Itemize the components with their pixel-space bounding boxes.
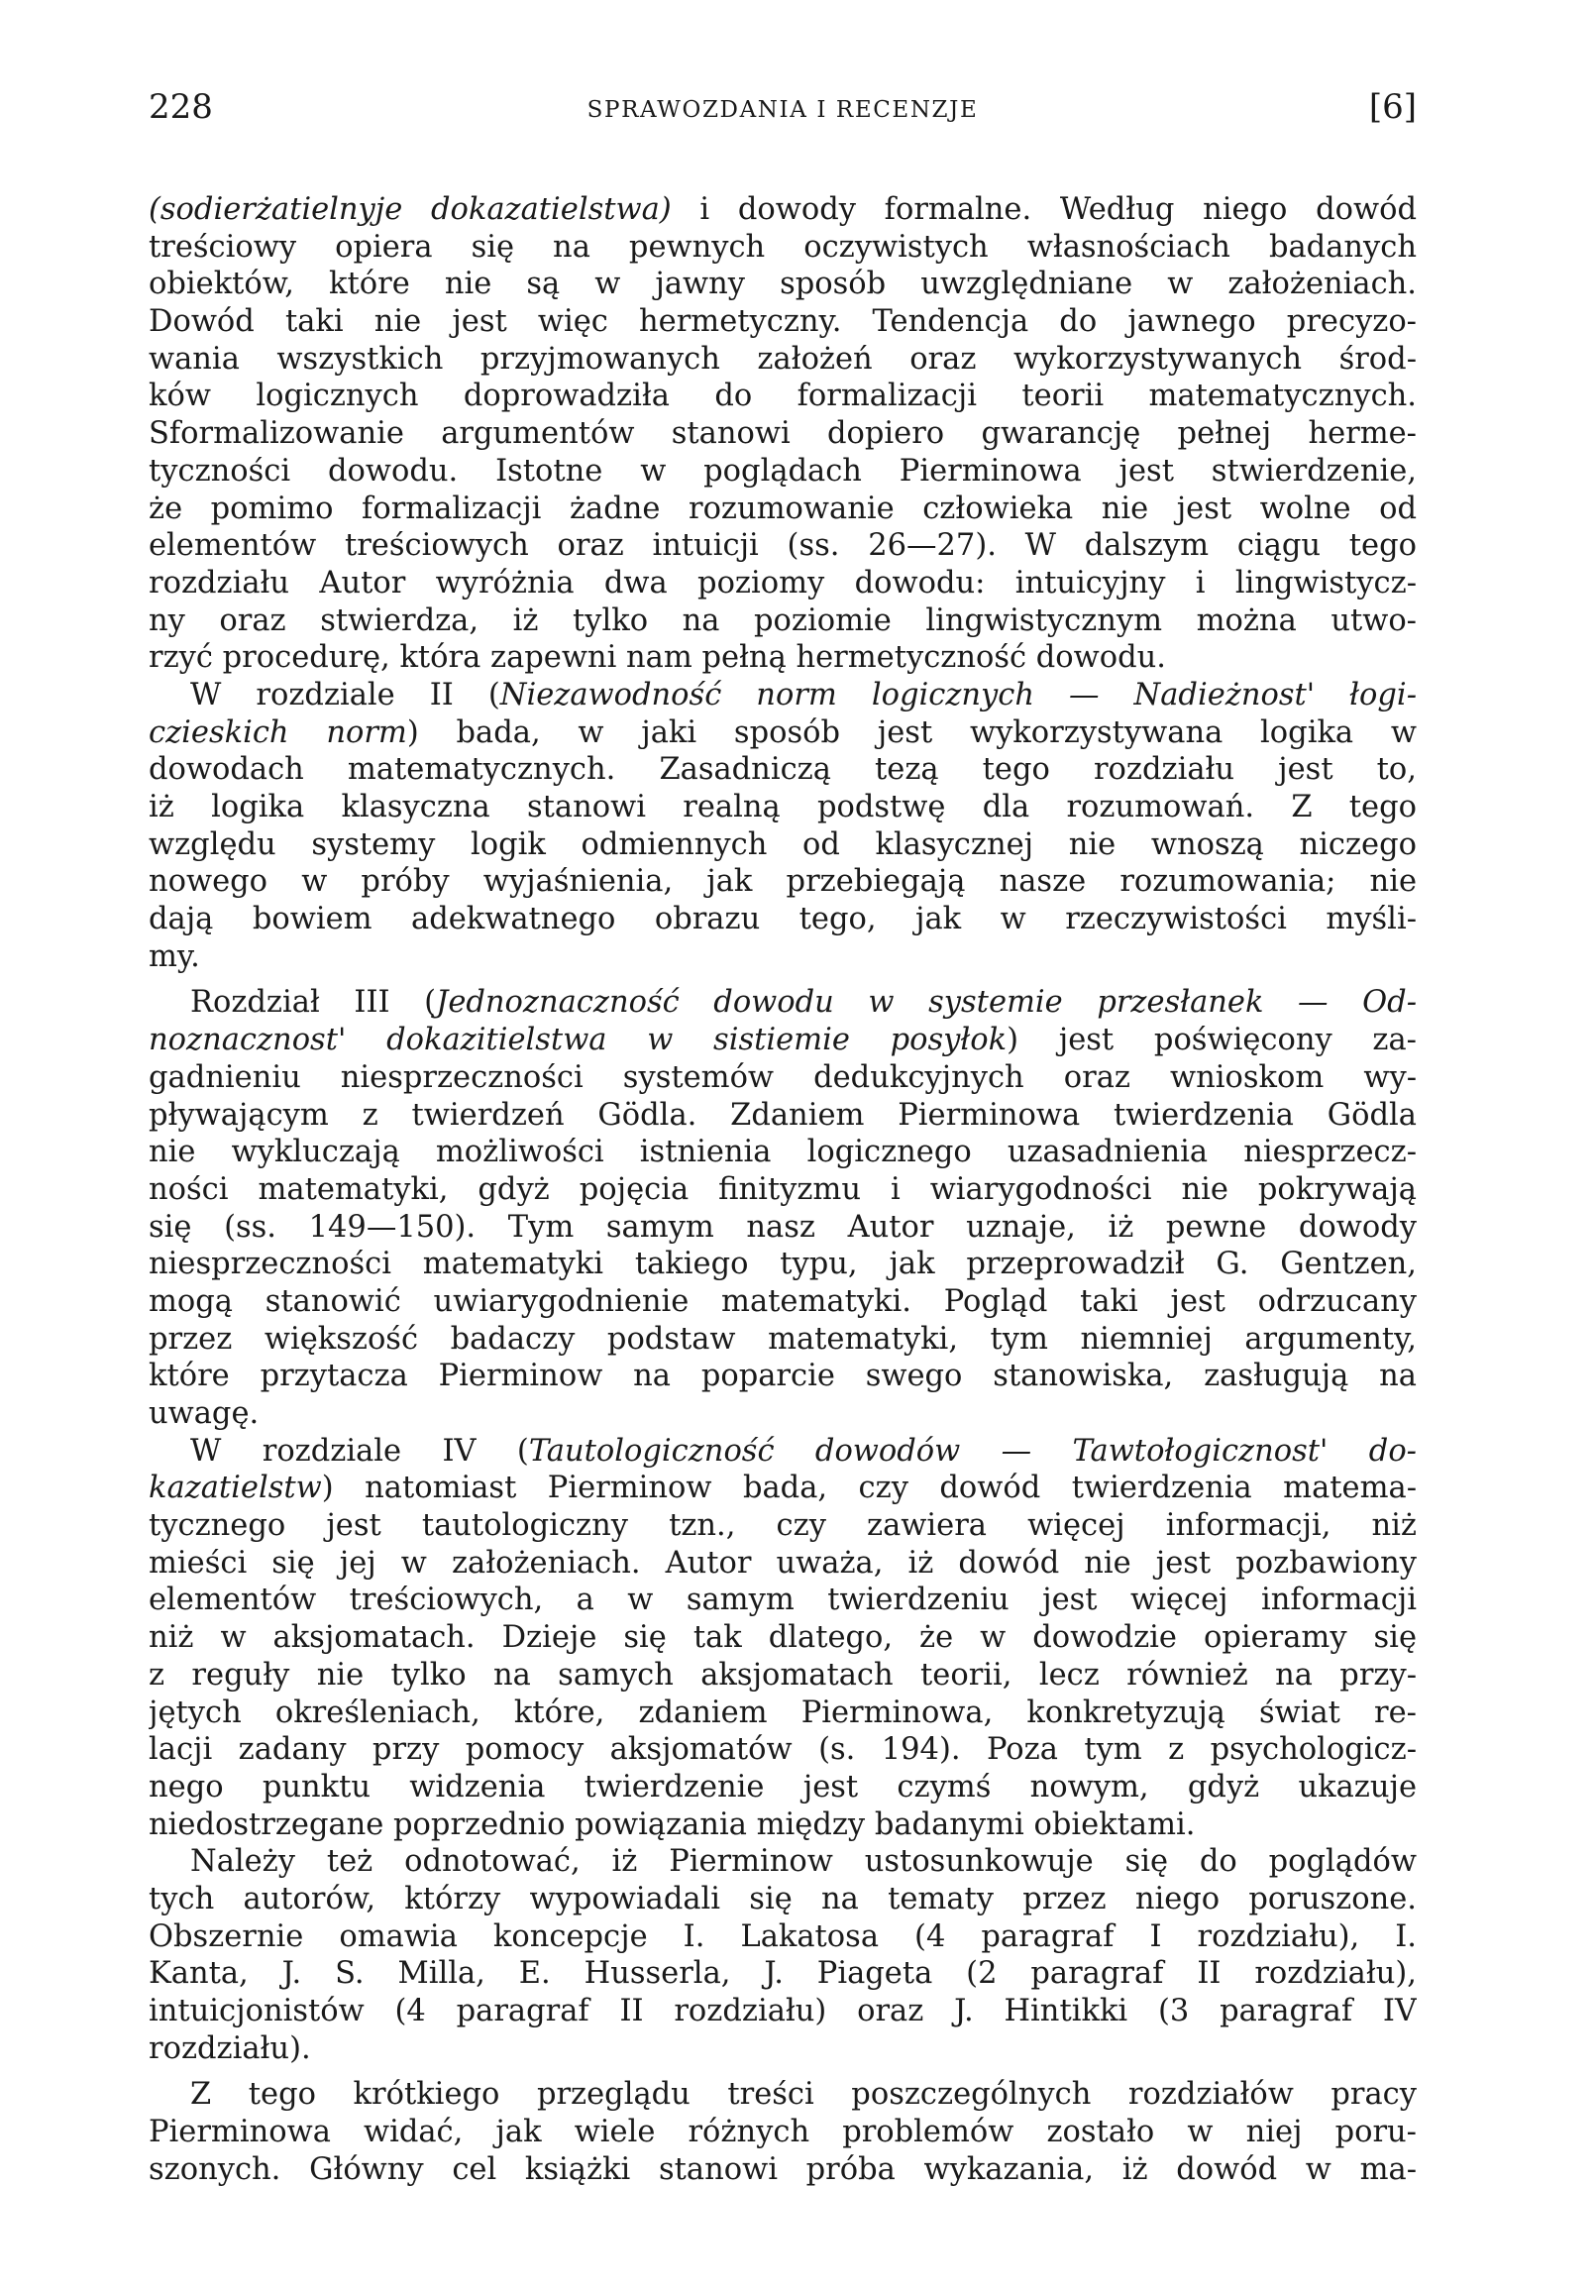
section-number: [6]: [1368, 87, 1417, 127]
italic-title-run: (sodierżatielnyje dokazatielstwa): [149, 192, 672, 227]
text-run: mieści się jej w założeniach. Autor uważa, iż dowód nie jest pozbawiony: [149, 1545, 1417, 1581]
page-number: 228: [149, 87, 213, 127]
text-run: ności matematyki, gdyż pojęcia finityzmu i wiarygodności nie pokrywają: [149, 1171, 1417, 1207]
text-line: [149, 1731, 1417, 1769]
text-run: elementów treściowych, a w samym twierdzeniu jest więcej informacji: [149, 1583, 1417, 1618]
text-run: lacji zadany przy pomocy aksjomatów (s. 194). Poza tym z psychologicz-: [149, 1732, 1417, 1768]
text-run: ) jest poświęcony za-: [1007, 1023, 1417, 1058]
text-run: Rozdział III (: [190, 985, 437, 1021]
text-line: [149, 266, 1417, 303]
text-run: treściowy opiera się na pewnych oczywistych własnościach badanych: [149, 229, 1417, 265]
text-line: [149, 1695, 1417, 1732]
italic-title-run: noznacznost' dokazitielstwa w sistiemie posyłok: [149, 1023, 1008, 1058]
text-line: [149, 863, 1417, 901]
text-line: [149, 2151, 1417, 2189]
journal-title: SPRAWOZDANIA I RECENZJE: [586, 97, 979, 123]
text-run: względu systemy logik odmiennych od klasycznej nie wnoszą niczego: [149, 826, 1417, 862]
text-run: dowodach matematycznych. Zasadniczą tezą tego rozdziału jest to,: [149, 752, 1417, 788]
italic-title-run: Niezawodność norm logicznych — Nadieżnost' łogi-: [499, 677, 1417, 712]
text-line: [149, 2114, 1417, 2151]
text-line: [149, 1283, 1417, 1321]
text-line: [149, 1358, 1417, 1395]
text-run: Należy też odnotować, iż Pierminow ustosunkowuje się do poglądów: [190, 1844, 1417, 1880]
text-line: [149, 1470, 1417, 1507]
text-run: W rozdziale IV (: [190, 1433, 529, 1469]
text-run: my.: [149, 938, 200, 974]
text-line: [149, 1918, 1417, 1956]
italic-title-run: kazatielstw: [149, 1471, 322, 1506]
text-line: [149, 191, 1417, 229]
text-line: [149, 2030, 1417, 2068]
text-run: ny oraz stwierdza, iż tylko na poziomie lingwistycznym można utwo-: [149, 602, 1417, 638]
running-head: [149, 87, 1417, 137]
text-line: [149, 453, 1417, 491]
text-run: niedostrzegane poprzednio powiązania między badanymi obiektami.: [149, 1806, 1196, 1842]
text-run: ) natomiast Pierminow bada, czy dowód twierdzenia matema-: [321, 1471, 1417, 1506]
text-line: [149, 639, 1417, 677]
text-line: [149, 1433, 1417, 1471]
text-run: się (ss. 149—150). Tym samym nasz Autor uznaje, iż pewne dowody: [149, 1209, 1417, 1245]
text-run: pływającym z twierdzeń Gödla. Zdaniem Pierminowa twierdzenia Gödla: [149, 1097, 1417, 1133]
text-run: gadnieniu niesprzeczności systemów dedukcyjnych oraz wnioskom wy-: [149, 1059, 1417, 1095]
text-line: [149, 984, 1417, 1022]
text-run: Obszernie omawia koncepcje I. Lakatosa (4 paragraf I rozdziału), I.: [149, 1918, 1417, 1954]
text-line: [149, 378, 1417, 415]
text-line: [149, 415, 1417, 453]
text-line: [149, 1657, 1417, 1695]
text-line: [149, 1097, 1417, 1135]
text-run: elementów treściowych oraz intuicji (ss. 26—27). W dalszym ciągu tego: [149, 528, 1417, 564]
text-line: [149, 1769, 1417, 1806]
review-body-text: [149, 191, 1417, 2188]
text-run: ków logicznych doprowadziła do formalizacji teorii matematycznych.: [149, 379, 1417, 414]
italic-title-run: Jednoznaczność dowodu w systemie przesłanek — Od-: [436, 985, 1417, 1021]
text-line: [149, 1545, 1417, 1583]
text-run: iż logika klasyczna stanowi realną podstwę dla rozumowań. Z tego: [149, 790, 1417, 824]
text-run: ) bada, w jaki sposób jest wykorzystywana logika w: [406, 714, 1417, 750]
text-run: Sformalizowanie argumentów stanowi dopiero gwarancję pełnej herme-: [149, 416, 1417, 452]
text-line: [149, 826, 1417, 864]
text-run: że pomimo formalizacji żadne rozumowanie człowieka nie jest wolne od: [149, 491, 1417, 526]
text-run: W rozdziale II (: [190, 677, 500, 712]
text-line: [149, 1059, 1417, 1097]
text-line: [149, 677, 1417, 714]
text-line: [149, 1395, 1417, 1433]
text-run: szonych. Główny cel książki stanowi próba wykazania, iż dowód w ma-: [149, 2151, 1417, 2187]
text-line: [149, 1134, 1417, 1171]
text-run: tycznego jest tautologiczny tzn., czy zawiera więcej informacji, niż: [149, 1508, 1417, 1544]
text-line: [149, 341, 1417, 379]
italic-title-run: Tautologiczność dowodów — Tawtołogicznost' do-: [528, 1433, 1417, 1469]
text-line: [149, 1881, 1417, 1918]
text-line: [149, 2076, 1417, 2114]
text-run: uwagę.: [149, 1396, 260, 1431]
italic-title-run: czieskich norm: [149, 714, 407, 750]
text-run: mogą stanowić uwiarygodnienie matematyki. Pogląd taki jest odrzucany: [149, 1283, 1417, 1319]
text-line: [149, 1955, 1417, 1993]
text-run: Kanta, J. S. Milla, E. Husserla, J. Piageta (2 paragraf II rozdziału),: [149, 1956, 1417, 1992]
text-line: [149, 229, 1417, 267]
text-line: [149, 1507, 1417, 1545]
text-line: [149, 1246, 1417, 1283]
text-line: [149, 303, 1417, 341]
text-line: [149, 491, 1417, 528]
text-line: [149, 565, 1417, 602]
text-run: Pierminowa widać, jak wiele różnych problemów zostało w niej poru-: [149, 2115, 1417, 2150]
text-run: z reguły nie tylko na samych aksjomatach teorii, lecz również na przy-: [149, 1657, 1417, 1693]
text-run: Dowód taki nie jest więc hermetyczny. Tendencja do jawnego precyzo-: [149, 304, 1417, 340]
text-run: Z tego krótkiego przeglądu treści poszczególnych rozdziałów pracy: [190, 2077, 1417, 2113]
text-line: [149, 1619, 1417, 1657]
text-run: nie wykluczają możliwości istnienia logicznego uzasadnienia niesprzecz-: [149, 1135, 1417, 1170]
text-run: niż w aksjomatach. Dzieje się tak dlatego, że w dowodzie opieramy się: [149, 1620, 1417, 1656]
text-run: rzyć procedurę, która zapewni nam pełną hermetyczność dowodu.: [149, 640, 1166, 676]
text-run: nego punktu widzenia twierdzenie jest czymś nowym, gdyż ukazuje: [149, 1769, 1417, 1804]
text-run: tych autorów, którzy wypowiadali się na tematy przez niego poruszone.: [149, 1881, 1417, 1916]
text-line: [149, 527, 1417, 565]
text-line: [149, 938, 1417, 976]
text-line: [149, 1582, 1417, 1619]
text-line: [149, 1993, 1417, 2030]
text-line: [149, 789, 1417, 826]
text-line: [149, 1171, 1417, 1209]
text-run: jętych określeniach, które, zdaniem Pierminowa, konkretyzują świat re-: [149, 1695, 1417, 1730]
text-run: które przytacza Pierminow na poparcie swego stanowiska, zasługują na: [149, 1359, 1417, 1394]
text-run: intuicjonistów (4 paragraf II rozdziału) oraz J. Hintikki (3 paragraf IV: [149, 1994, 1417, 2028]
text-line: [149, 1843, 1417, 1881]
text-line: [149, 1209, 1417, 1247]
text-line: [149, 751, 1417, 789]
text-run: nowego w próby wyjaśnienia, jak przebiegają nasze rozumowania; nie: [149, 864, 1417, 900]
text-line: [149, 1321, 1417, 1359]
text-line: [149, 714, 1417, 752]
text-line: [149, 602, 1417, 640]
text-run: dają bowiem adekwatnego obrazu tego, jak w rzeczywistości myśli-: [149, 902, 1417, 937]
text-run: wania wszystkich przyjmowanych założeń oraz wykorzystywanych środ-: [149, 341, 1417, 377]
text-run: i dowody formalne. Według niego dowód: [671, 192, 1417, 227]
text-line: [149, 1806, 1417, 1844]
text-line: [149, 1022, 1417, 1059]
text-run: niesprzeczności matematyki takiego typu, jak przeprowadził G. Gentzen,: [149, 1247, 1417, 1282]
text-run: rozdziału).: [149, 2030, 311, 2066]
text-line: [149, 901, 1417, 938]
text-run: obiektów, które nie są w jawny sposób uwzględniane w założeniach.: [149, 267, 1417, 302]
text-run: przez większość badaczy podstaw matematyki, tym niemniej argumenty,: [149, 1321, 1417, 1357]
text-run: tyczności dowodu. Istotne w poglądach Pierminowa jest stwierdzenie,: [149, 453, 1417, 489]
text-run: rozdziału Autor wyróżnia dwa poziomy dowodu: intuicyjny i lingwistycz-: [149, 565, 1417, 601]
